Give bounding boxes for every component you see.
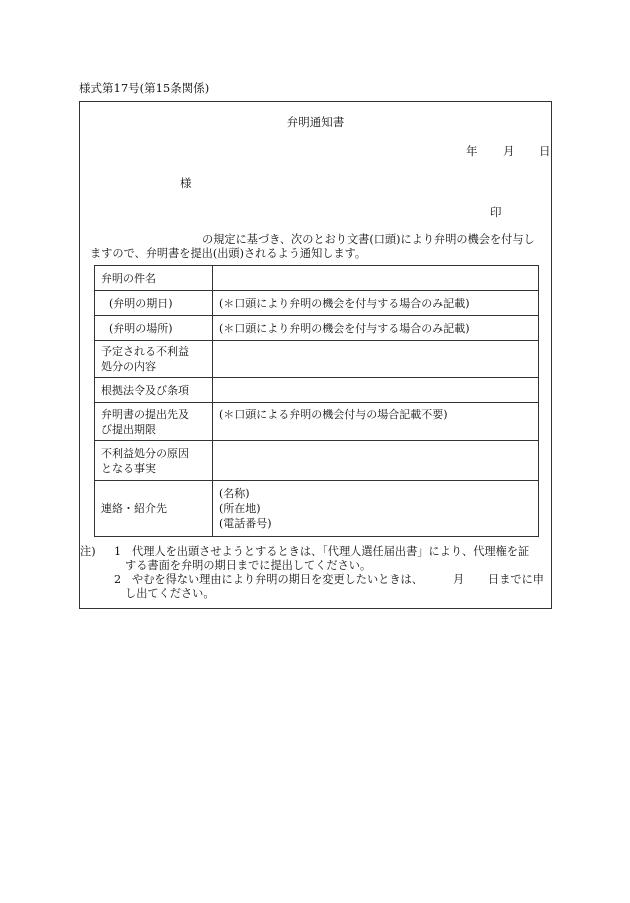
- note-number: 1: [114, 545, 122, 558]
- table-row: [95, 403, 539, 441]
- row-label: 不利益処分の原因 となる事実: [95, 441, 213, 481]
- notes-section: [80, 545, 553, 601]
- note-number: 2: [114, 573, 122, 586]
- notes-prefix: 注): [80, 545, 96, 558]
- note-2-line-1: 2 やむを得ない理由により弁明の期日を変更したいときは、 月 日までに申: [114, 573, 544, 586]
- document-title: 弁明通知書: [286, 115, 345, 129]
- table-row: [95, 378, 539, 403]
- table-row: [95, 316, 539, 341]
- row-value: [213, 266, 539, 291]
- date-day-label: 日: [539, 144, 551, 158]
- note-1-line-1: 注) 1 代理人を出頭させようとするときは、「代理人選任届出書」により、代理権を証: [80, 545, 530, 558]
- intro-line-2: ますので、弁明書を提出(出頭)されるよう通知します。: [90, 247, 367, 260]
- row-value: [213, 341, 539, 378]
- table-row: [95, 481, 539, 537]
- note-2-line-2: し出てください。: [125, 587, 215, 600]
- row-label: 弁明書の提出先及 び提出期限: [95, 403, 213, 441]
- row-value: (名称) (所在地) (電話番号): [213, 481, 539, 537]
- form-number-label: 様式第17号(第15条関係): [79, 81, 210, 95]
- row-label: 予定される不利益 処分の内容: [95, 341, 213, 378]
- row-value: (＊口頭により弁明の機会を付与する場合のみ記載): [213, 291, 539, 316]
- seal-mark: 印: [490, 205, 502, 219]
- notice-details-table: [94, 265, 539, 537]
- intro-line-1: の規定に基づき、次のとおり文書(口頭)により弁明の機会を付与し: [202, 233, 535, 246]
- row-label: 根拠法令及び条項: [95, 378, 213, 403]
- note-1-line-2: する書面を弁明の期日までに提出してください。: [125, 559, 372, 572]
- table-row: [95, 441, 539, 481]
- date-month-label: 月: [503, 144, 515, 158]
- row-label: (弁明の場所): [95, 316, 213, 341]
- addressee-suffix: 様: [180, 176, 192, 190]
- table-row: [95, 266, 539, 291]
- row-label: (弁明の期日): [95, 291, 213, 316]
- row-label: 弁明の件名: [95, 266, 213, 291]
- row-label: 連絡・紹介先: [95, 481, 213, 537]
- table-row: [95, 341, 539, 378]
- intro-paragraph: [90, 233, 548, 261]
- row-value: [213, 441, 539, 481]
- date-year-label: 年: [466, 144, 478, 158]
- document-frame: [79, 101, 552, 609]
- row-value: (＊口頭により弁明の機会を付与する場合のみ記載): [213, 316, 539, 341]
- row-value: [213, 378, 539, 403]
- table-row: [95, 291, 539, 316]
- row-value: (＊口頭による弁明の機会付与の場合記載不要): [213, 403, 539, 441]
